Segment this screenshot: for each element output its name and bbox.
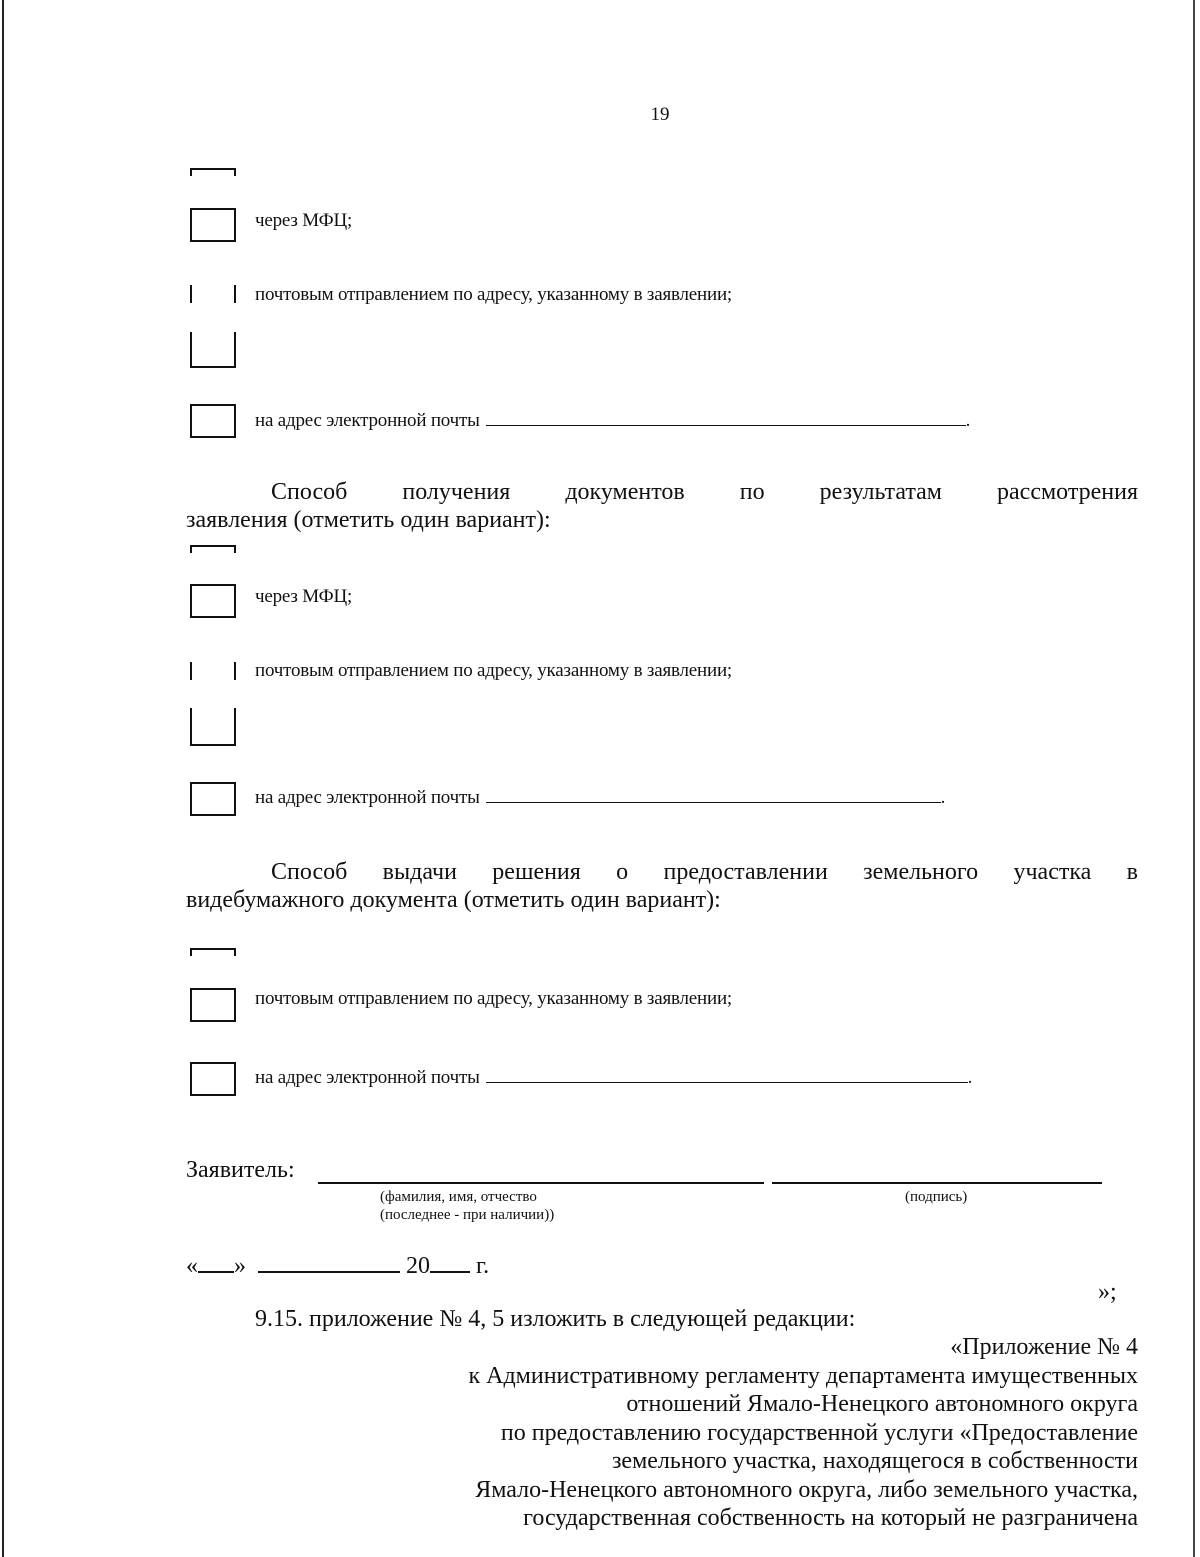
date-open-quote: « (186, 1253, 198, 1279)
option-s2-post: почтовым отправлением по адресу, указанному в заявлении; (255, 660, 733, 681)
section3-title-line2: видебумажного документа (отметить один вариант): (186, 887, 721, 913)
date-year-suffix: г. (476, 1253, 490, 1279)
date-month-field[interactable] (258, 1251, 400, 1273)
appendix-header-line: государственная собственность на который не разграничена (523, 1505, 1138, 1531)
checkbox-bracket (190, 948, 236, 956)
option-s2-mfc: через МФЦ; (255, 586, 353, 607)
section3-title (186, 858, 1138, 914)
section2-title-line2: заявления (отметить один вариант): (186, 507, 551, 533)
email-field-s2[interactable] (486, 784, 941, 803)
section2-title-line1: Способ получения документов по результатам рассмотрения (271, 479, 1138, 505)
page-edge-left (2, 0, 4, 1557)
option-s1-mfc: через МФЦ; (255, 210, 353, 231)
caption-name-line2: (последнее - при наличии)) (380, 1207, 555, 1223)
checkbox-s1-post[interactable] (190, 285, 236, 303)
appendix-header-line: земельного участка, находящегося в собственности (611, 1448, 1138, 1474)
appendix-header-line: к Административному регламенту департамента имущественных (468, 1362, 1138, 1389)
appendix-header-line: «Приложение № 4 (950, 1334, 1138, 1360)
option-s1-post: почтовым отправлением по адресу, указанному в заявлении; (255, 284, 733, 305)
checkbox-s2-email[interactable] (190, 782, 236, 816)
section3-title-line1: Способ выдачи решения о предоставлении земельного участка в (271, 859, 1138, 885)
page-number: 19 (650, 104, 670, 125)
checkbox-s2-post[interactable] (190, 662, 236, 680)
checkbox-bracket (190, 168, 236, 176)
email-field-s1[interactable] (486, 407, 966, 426)
checkbox-s1-mfc[interactable] (190, 208, 236, 242)
option-s2-email-label: на адрес электронной почты (255, 787, 480, 808)
checkbox-s1-email[interactable] (190, 404, 236, 438)
caption-signature: (подпись) (905, 1189, 968, 1205)
option-s1-email-label: на адрес электронной почты (255, 410, 480, 431)
checkbox-bracket (190, 545, 236, 553)
appendix-header-line: отношений Ямало-Ненецкого автономного округа (626, 1391, 1138, 1417)
option-s2-email: на адрес электронной почты . (255, 784, 945, 809)
amendment-line: 9.15. приложение № 4, 5 изложить в следующей редакции: (255, 1306, 856, 1332)
checkbox-s3-email[interactable] (190, 1062, 236, 1096)
page-edge-right (1193, 0, 1195, 1557)
date-year-field[interactable] (430, 1251, 470, 1273)
appendix-header-line: по предоставлению государственной услуги «Предоставление (500, 1419, 1138, 1446)
option-s3-email-label: на адрес электронной почты (255, 1067, 480, 1088)
section2-title (186, 478, 1138, 534)
checkbox-s2-blank[interactable] (190, 708, 236, 746)
applicant-label: Заявитель: (186, 1157, 295, 1183)
closing-mark: »; (1098, 1279, 1117, 1305)
caption-name-line1: (фамилия, имя, отчество (380, 1189, 537, 1205)
applicant-signature-field[interactable] (772, 1182, 1102, 1184)
checkbox-s1-blank[interactable] (190, 332, 236, 368)
date-close-quote: » (234, 1253, 246, 1279)
checkbox-s2-mfc[interactable] (190, 584, 236, 618)
date-year-prefix: 20 (406, 1253, 430, 1279)
caption-name (380, 1188, 554, 1224)
option-s3-post: почтовым отправлением по адресу, указанному в заявлении; (255, 988, 733, 1009)
date-line (186, 1251, 489, 1280)
email-field-s3[interactable] (486, 1064, 968, 1083)
date-day-field[interactable] (198, 1251, 234, 1273)
appendix-header-line: Ямало-Ненецкого автономного округа, либо земельного участка, (475, 1476, 1138, 1503)
applicant-name-field[interactable] (318, 1182, 764, 1184)
option-s3-email: на адрес электронной почты . (255, 1064, 972, 1089)
checkbox-s3-post[interactable] (190, 988, 236, 1022)
appendix-header (238, 1333, 1138, 1533)
option-s1-email: на адрес электронной почты . (255, 407, 970, 432)
